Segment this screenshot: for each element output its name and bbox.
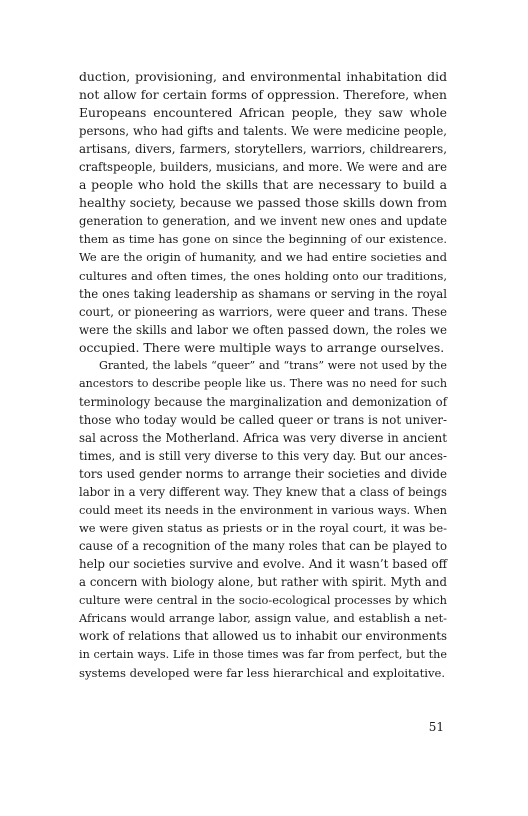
text-line: help our societies survive and evolve. And it wasn’t based off [79, 557, 447, 572]
text-line: were the skills and labor we often passed down, the roles we [79, 322, 447, 337]
text-line: occupied. There were multiple ways to arrange ourselves. [79, 339, 445, 355]
text-line: we were given status as priests or in the royal court, it was be- [79, 521, 447, 536]
text-line: tors used gender norms to arrange their societies and divide [79, 467, 447, 482]
text-line: them as time has gone on since the beginning of our existence. [79, 232, 447, 247]
text-line: artisans, divers, farmers, storytellers, warriors, childrearers, [79, 142, 447, 157]
text-line: Europeans encountered African people, they saw whole [79, 105, 447, 121]
text-line: labor in a very different way. They knew that a class of beings [79, 485, 447, 500]
text-line: a people who hold the skills that are necessary to build a [79, 177, 447, 193]
text-line: ancestors to describe people like us. There was no need for such [79, 376, 447, 390]
text-line: healthy society, because we passed those skills down from [79, 195, 447, 211]
text-line: terminology because the marginalization and demonization of [79, 394, 447, 409]
body-text [79, 68, 447, 682]
text-line: Granted, the labels “queer” and “trans” were not used by the [99, 358, 447, 372]
paragraph-2 [79, 357, 447, 682]
text-line: in certain ways. Life in those times was far from perfect, but the [79, 647, 447, 661]
text-line: cause of a recognition of the many roles that can be played to [79, 539, 447, 554]
text-line: a concern with biology alone, but rather with spirit. Myth and [79, 575, 447, 590]
text-line: the ones taking leadership as shamans or serving in the royal [79, 286, 447, 301]
paragraph-1 [79, 68, 447, 357]
text-line: times, and is still very diverse to this very day. But our ances- [79, 448, 447, 463]
page-number: 51 [428, 720, 444, 734]
text-line: could meet its needs in the environment in various ways. When [79, 503, 447, 518]
text-line: Africans would arrange labor, assign value, and establish a net- [79, 611, 447, 626]
text-line: those who today would be called queer or trans is not univer- [79, 412, 447, 427]
text-line: duction, provisioning, and environmental inhabitation did [79, 69, 447, 84]
text-line: generation to generation, and we invent new ones and update [79, 214, 447, 229]
text-line: We are the origin of humanity, and we had entire societies and [79, 250, 447, 265]
text-line: cultures and often times, the ones holding onto our traditions, [79, 268, 447, 283]
text-line: work of relations that allowed us to inhabit our environments [79, 629, 447, 644]
text-line: craftspeople, builders, musicians, and more. We were and are [79, 160, 447, 175]
text-line: systems developed were far less hierarchical and exploitative. [79, 665, 446, 680]
text-line: court, or pioneering as warriors, were queer and trans. These [79, 304, 447, 319]
text-line: not allow for certain forms of oppression. Therefore, when [79, 88, 447, 103]
text-line: persons, who had gifts and talents. We were medicine people, [79, 124, 447, 139]
text-line: sal across the Motherland. Africa was very diverse in ancient [79, 430, 447, 445]
text-line: culture were central in the socio-ecological processes by which [79, 593, 447, 608]
